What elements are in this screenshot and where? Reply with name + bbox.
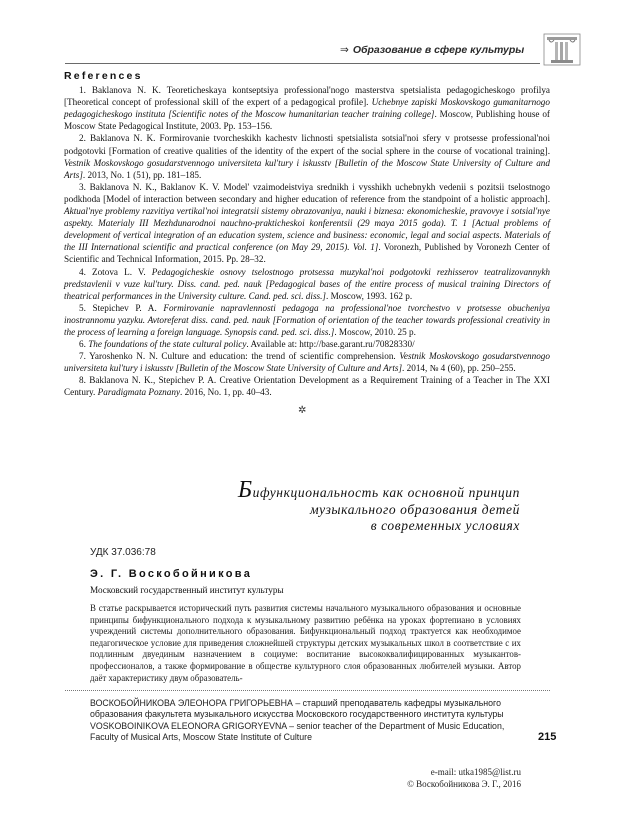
arrow-icon: ⇒ xyxy=(340,44,349,56)
references-section xyxy=(64,70,550,399)
section-title: ⇒ Образование в сфере культуры xyxy=(340,44,525,56)
reference-item: 6. The foundations of the state cultural policy. Available at: http://base.garant.ru/70828330/ xyxy=(79,339,415,350)
reference-item: 3. Baklanova N. K., Baklanov K. V. Model' vzaimodeistviya srednikh i vysshikh uchebnykh vedenii s pozitsii tselostnogo podkhoda [Model of interaction between secondary and higher education of reference from the standpoint of a holistic approach]. Aktual'nye problemy razvitiya vertikal'noi integratsii sistemy obrazovaniya, nauki i biznesa: ekonomicheskie, pravovye i sotsial'nye aspekty. Materialy III Mezhdunarodnoi nauchno-prakticheskoi konferentsii (29 maya 2015 goda). T. 1 [Actual problems of development of vertical integration of an education system, science and business: economic, legal and social aspects. Materials of the III International scientific and practical conference (on May 29, 2015). Vol. 1]. Voronezh, Published by Voronezh Center of Scientific and Technical Information, 2015. Pp. 28–32. xyxy=(64,181,550,265)
copyright: © Воскобойникова Э. Г., 2016 xyxy=(407,778,521,789)
author-bio xyxy=(90,698,521,744)
dotted-divider xyxy=(65,690,550,691)
reference-item: 1. Baklanova N. K. Teoreticheskaya kontseptsiya professional'nogo masterstva spetsialista pedagogicheskogo profilya [Theoretical concept of professional skill of the expert of a pedagogical profile]. Uchebnye zapiski Moskovskogo gumanitarnogo pedagogicheskogo instituta [Scientific notes of the Moscow humanitarian teacher training college]. Moscow, Publishing house of Moscow State Pedagogical Institute, 2003. Pp. 153–156. xyxy=(64,85,550,132)
section-separator-icon: ✲ xyxy=(298,405,307,416)
reference-item: 5. Stepichev P. A. Formirovanie napravlennosti pedagoga na professional'noe tvorchestvo v protsesse obucheniya inostrannomu yazyku. Avtoreferat diss. cand. ped. nauk [Formation of orientation of the teacher towards professional creativity in the process of learning a foreign language. Synopsis cand. ped. sci. diss.]. Moscow, 2010. 25 p. xyxy=(64,302,550,337)
reference-item: 2. Baklanova N. K. Formirovanie tvorcheskikh kachestv lichnosti spetsialista sotsial'noi sfery v protsesse professional'noi podgotovki [Formation of creative qualities of the identity of the expert of the social sphere in the course of vocational training]. Vestnik Moskovskogo gosudarstvennogo universiteta kul'tury i iskusstv [Bulletin of the Moscow State University of Culture and Arts]. 2013, No. 1 (51), pp. 181–185. xyxy=(64,133,550,180)
author-name: Э. Г. Воскобойникова xyxy=(90,568,253,580)
references-heading: References xyxy=(64,70,143,82)
reference-item: 8. Baklanova N. K., Stepichev P. A. Creative Orientation Development as a Requirement Training of a Teacher in The XXI Century. Paradigmata Poznany. 2016, No. 1, pp. 40–43. xyxy=(64,375,550,398)
article-title: Бифункциональность как основной принцип музыкального образования детей в современных условиях xyxy=(237,477,520,533)
author-contacts xyxy=(380,767,521,790)
header-rule xyxy=(65,63,540,64)
email-link[interactable]: e-mail: utka1985@list.ru xyxy=(430,767,521,777)
column-pillar-icon xyxy=(543,32,581,66)
page-number: 215 xyxy=(538,731,557,743)
running-header xyxy=(0,40,617,64)
abstract: В статье раскрывается исторический путь развития системы начального музыкального образования и основные принципы бифункционального подхода к музыкальному развитию ребёнка на уроках фортепиано в условиях учреждений системы дополнительного образования. Бифункциональный подход трактуется как необходимое педагогическое условие для приведения сложнейшей структуры детских музыкальных школ в соответствие с их подлинным двуединым назначением в социуме: воспитание высококвалифицированных музыкантов-профессионалов, а также формирование в обществе культурного слоя образованных любителей музыки. Автор даёт характеристику двум образователь- xyxy=(90,603,521,683)
bio-russian: ВОСКОБОЙНИКОВА ЭЛЕОНОРА ГРИГОРЬЕВНА – старший преподаватель кафедры музыкального образования факультета музыкального искусства Московского государственного института культуры xyxy=(90,698,504,719)
udk-code: УДК 37.036:78 xyxy=(90,547,156,558)
reference-item: 7. Yaroshenko N. N. Culture and education: the trend of scientific comprehension. Vestnik Moskovskogo gosudarstvennogo universiteta kul'tury i iskusstv [Bulletin of the Moscow State University of Culture and Arts]. 2014, № 4 (60), pp. 250–255. xyxy=(64,351,550,374)
author-affiliation: Московский государственный институт культуры xyxy=(90,585,284,595)
reference-item: 4. Zotova L. V. Pedagogicheskie osnovy tselostnogo protsessa muzykal'noi podgotovki rezhisserov teatralizovannykh predstavlenii v vuze kul'tury. Diss. cand. ped. nauk [Pedagogical bases of the entire process of musical training Directors of theatrical performances in the University culture. Cand. ped. sci. diss.]. Moscow, 1993. 162 p. xyxy=(64,266,550,301)
bio-english: VOSKOBOINIKOVA ELEONORA GRIGORYEVNA – senior teacher of the Department of Music Education, Faculty of Musical Arts, Moscow State Institute of Culture xyxy=(90,721,505,742)
title-initial: Б xyxy=(237,477,253,503)
